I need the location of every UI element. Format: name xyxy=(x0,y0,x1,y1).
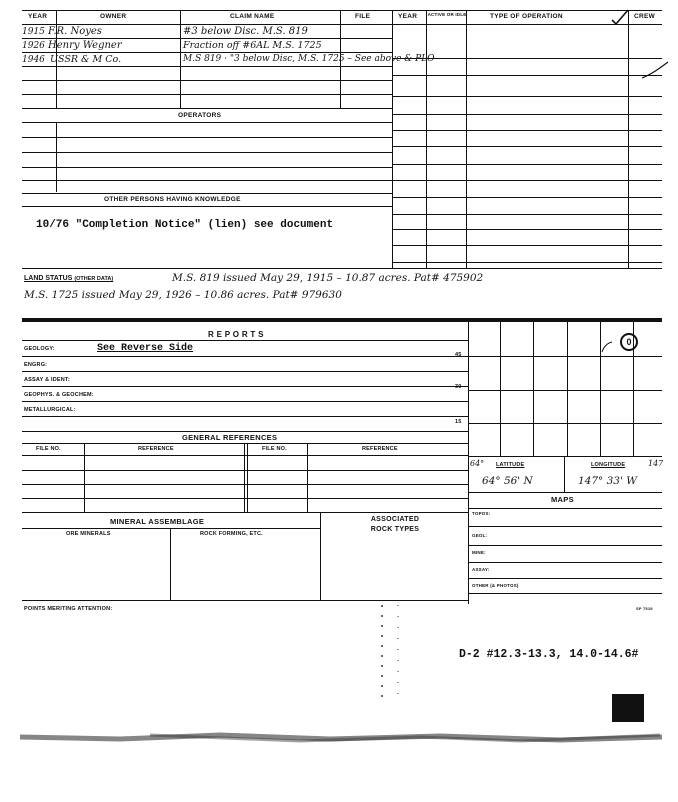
owner-row-3-year: 1946 xyxy=(22,55,45,65)
maps-other-label: OTHER (& PHOTOS) xyxy=(472,583,519,588)
form-number: SP 7519 xyxy=(636,606,653,611)
land-status-label: LAND STATUS (OTHER DATA) xyxy=(24,275,114,282)
longitude-label: LONGITUDE xyxy=(591,462,626,468)
metallurgical-label: METALLURGICAL: xyxy=(24,407,76,413)
document-reference: D-2 #12.3-13.3, 14.0-14.6# xyxy=(459,648,639,661)
land-status-line-2: M.S. 1725 issued May 29, 1926 – 10.86 acres. Pat# 979630 xyxy=(24,289,342,301)
lat-prefix: 64° xyxy=(470,459,485,468)
ref-file-no-1: FILE NO. xyxy=(36,446,61,452)
circled-mark: 0 xyxy=(620,333,638,351)
header-owner: OWNER xyxy=(100,13,127,20)
ore-minerals-label: ORE MINERALS xyxy=(66,531,111,537)
mineral-assemblage-title: MINERAL ASSEMBLAGE xyxy=(110,517,205,526)
owner-row-3-owner: USSR & M Co. xyxy=(50,54,122,65)
rock-forming-label: ROCK FORMING, ETC. xyxy=(200,531,263,537)
owner-row-3-claim: M.S 819 · "3 below Disc, M.S. 1725 – See above & PLO xyxy=(183,54,435,64)
header-year-2: YEAR xyxy=(398,13,418,20)
rock-types-label: ROCK TYPES xyxy=(370,526,420,533)
ref-reference-1: REFERENCE xyxy=(138,446,174,452)
pen-stroke-mark xyxy=(640,60,670,80)
header-year: YEAR xyxy=(28,13,48,20)
points-meriting-attention-label: POINTS MERITING ATTENTION: xyxy=(24,606,113,612)
header-active-or-idle: ACTIVE OR IDLE xyxy=(427,12,467,17)
knowledge-text: 10/76 "Completion Notice" (lien) see document xyxy=(36,219,334,231)
engrg-label: ENGRG: xyxy=(24,362,48,368)
knowledge-label: OTHER PERSONS HAVING KNOWLEDGE xyxy=(104,196,241,203)
header-file: FILE xyxy=(355,13,371,20)
geophys-label: GEOPHYS. & GEOCHEM: xyxy=(24,392,94,398)
maps-title: MAPS xyxy=(551,495,574,504)
maps-topos-label: TOPOS: xyxy=(472,511,491,516)
ref-reference-2: REFERENCE xyxy=(362,446,398,452)
owner-row-1-claim: #3 below Disc. M.S. 819 xyxy=(183,26,308,37)
lon-prefix: 147 xyxy=(648,459,664,468)
number-30: 30 xyxy=(455,384,462,390)
assay-ident-label: ASSAY & IDENT: xyxy=(24,377,70,383)
maps-mine-label: MINE: xyxy=(472,550,486,555)
operators-label: OPERATORS xyxy=(178,112,222,119)
owner-row-2-year: 1926 xyxy=(22,41,45,51)
latitude-value: 64° 56' N xyxy=(482,475,533,487)
dotted-fold-marks xyxy=(370,600,420,710)
owner-row-2-claim: Fraction off #6AL M.S. 1725 xyxy=(183,40,322,51)
owner-row-1-owner: F.R. Noyes xyxy=(48,26,102,37)
check-mark-icon xyxy=(610,8,632,26)
geology-value: See Reverse Side xyxy=(97,343,194,354)
reports-title: R E P O R T S xyxy=(208,330,264,339)
longitude-value: 147° 33' W xyxy=(578,475,638,487)
thick-separator xyxy=(22,318,662,322)
number-15: 15 xyxy=(455,419,462,425)
scan-noise-band xyxy=(0,715,678,755)
general-references-title: GENERAL REFERENCES xyxy=(182,433,278,442)
associated-label: ASSOCIATED xyxy=(370,516,420,523)
header-claim-name: CLAIM NAME xyxy=(230,13,275,20)
header-crew: CREW xyxy=(634,13,656,20)
latitude-label: LATITUDE xyxy=(496,462,525,468)
header-type-of-operation: TYPE OF OPERATION xyxy=(490,13,563,20)
maps-geol-label: GEOL: xyxy=(472,533,488,538)
ref-file-no-2: FILE NO. xyxy=(262,446,287,452)
geology-label: GEOLOGY: xyxy=(24,346,55,352)
maps-assay-label: ASSAY: xyxy=(472,567,490,572)
tick-mark-icon xyxy=(600,340,614,354)
owner-row-2-owner: Henry Wegner xyxy=(48,40,122,51)
land-status-line-1: M.S. 819 issued May 29, 1915 – 10.87 acres. Pat# 475902 xyxy=(172,272,484,284)
owner-row-1-year: 1915 xyxy=(22,27,45,37)
number-45: 45 xyxy=(455,352,462,358)
